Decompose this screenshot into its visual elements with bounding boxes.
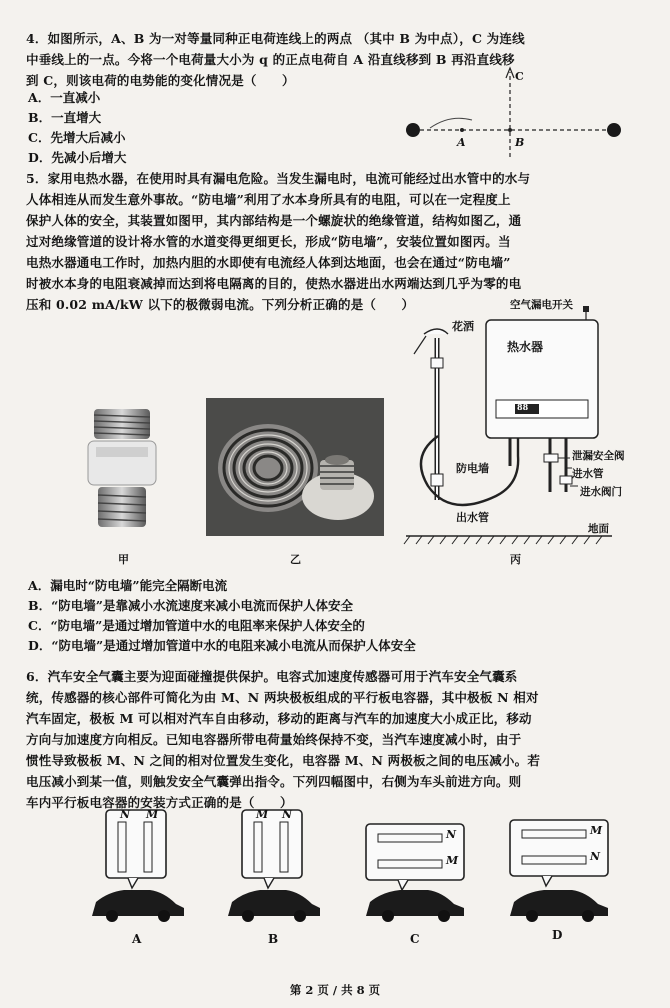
q6-a-plate-right: M [146,808,159,821]
q6-label-d: D [552,928,563,942]
label-inlet-valve: 进水阀门 [580,486,622,498]
label-ground: 地面 [588,523,609,535]
label-shower: 花洒 [452,320,474,333]
label-relief-valve: 泄漏安全阀 [572,450,625,462]
q5-option-c: C．“防电墙”是通过增加管道中水的电阻率来保护人体安全的 [28,618,365,633]
q6-d-plate-top: M [590,824,603,837]
figure-yi-spiral-photo [206,398,384,536]
label-inlet-pipe: 进水管 [572,468,604,480]
q5-line: 人体相连从而发生意外事故。“防电墙”利用了水本身所具有的电阻，可以在一定程度上 [26,192,511,207]
heater-display: 88 [517,402,529,412]
q4-option-c: C．先增大后减小 [28,130,126,145]
q6-option-a-figure [88,808,188,924]
q6-label-a: A [132,932,142,946]
q6-line: 惯性导致极板 M、N 之间的相对位置发生变化，电容器 M、N 两极板之间的电压减小。若 [26,753,541,768]
q6-d-plate-bottom: N [590,850,601,863]
q6-line: 电压减小到某一值，则触发安全气囊弹出指令。下列四幅图中，右侧为车头前进方向。则 [26,774,522,789]
q6-label-b: B [268,932,279,946]
q6-c-plate-top: N [446,828,457,841]
q6-c-plate-bottom: M [446,854,459,867]
q4-label-b: B [515,136,525,149]
q6-b-plate-left: M [256,808,269,821]
q6-line: 汽车固定，极板 M 可以相对汽车自由移动，移动的距离与汽车的加速度大小成正比，移动 [26,711,532,726]
q5-line: 5．家用电热水器，在使用时具有漏电危险。当发生漏电时，电流可能经过出水管中的水与 [26,171,531,186]
q5-line: 保护人体的安全，其装置如图甲，其内部结构是一个螺旋状的绝缘管道，结构如图乙，通 [26,213,522,228]
q4-option-d: D．先减小后增大 [28,150,127,165]
q4-line: 到 C，则该电荷的电势能的变化情况是（ ） [26,73,295,88]
q6-line: 方向与加速度方向相反。已知电容器所带电荷量始终保持不变，当汽车速度减小时，由于 [26,732,522,747]
q6-line: 车内平行板电容器的安装方式正确的是（ ） [26,795,293,810]
label-air-leakage-switch: 空气漏电开关 [510,299,573,311]
q5-line: 过对绝缘管道的设计将水管的水道变得更细更长，形成“防电墙”，安装位置如图丙。当 [26,234,511,249]
q4-option-a: A．一直减小 [28,90,101,105]
q6-b-plate-right: N [282,808,293,821]
caption-bing: 丙 [510,553,521,566]
label-outlet-pipe: 出水管 [456,511,489,524]
q6-option-b-figure [224,808,324,924]
q4-option-b: B．一直增大 [28,110,102,125]
q4-label-c: C [515,70,524,83]
q6-a-plate-left: N [120,808,131,821]
q5-line: 电热水器通电工作时，加热内胆的水即使有电流经人体到达地面，也会在通过“防电墙” [26,255,511,270]
label-anti-electric-wall: 防电墙 [456,462,489,475]
q4-label-a: A [457,136,466,149]
charge-right [607,123,621,137]
label-heater: 热水器 [507,340,544,354]
q5-stem [26,168,530,315]
q5-option-d: D．“防电墙”是通过增加管道中水的电阻来减小电流从而保护人体安全 [28,638,416,653]
q5-option-b: B．“防电墙”是靠减小水流速度来减小电流而保护人体安全 [28,598,353,613]
figure-bing-installation-diagram [400,296,615,548]
caption-yi: 乙 [290,553,301,566]
q5-line: 时被水本身的电阻衰减掉而达到将电隔离的目的，使热水器进出水两端达到几乎为零的电 [26,276,522,291]
q5-line: 压和 0.02 mA/kW 以下的极微弱电流。下列分析正确的是（ ） [26,297,415,312]
caption-jia: 甲 [118,553,129,566]
q4-line: 4．如图所示，A、B 为一对等量同种正电荷连线上的两点 （其中 B 为中点），C 为连线 [26,31,525,46]
q6-stem [26,666,540,813]
q6-line: 6．汽车安全气囊主要为迎面碰撞提供保护。电容式加速度传感器可用于汽车安全气囊系 [26,669,518,684]
q6-line: 统，传感器的核心部件可简化为由 M、N 两块极板组成的平行板电容器，其中极板 N 相对 [26,690,539,705]
q6-label-c: C [410,932,420,946]
q5-option-a: A．漏电时“防电墙”能完全隔断电流 [28,578,228,593]
charge-left [406,123,420,137]
page-footer: 第 2 页 / 共 8 页 [289,983,381,997]
q4-line: 中垂线上的一点。今将一个电荷量大小为 q 的正点电荷自 A 沿直线移到 B 再沿直线移 [26,52,515,67]
figure-jia-pipe-photo [72,405,172,535]
